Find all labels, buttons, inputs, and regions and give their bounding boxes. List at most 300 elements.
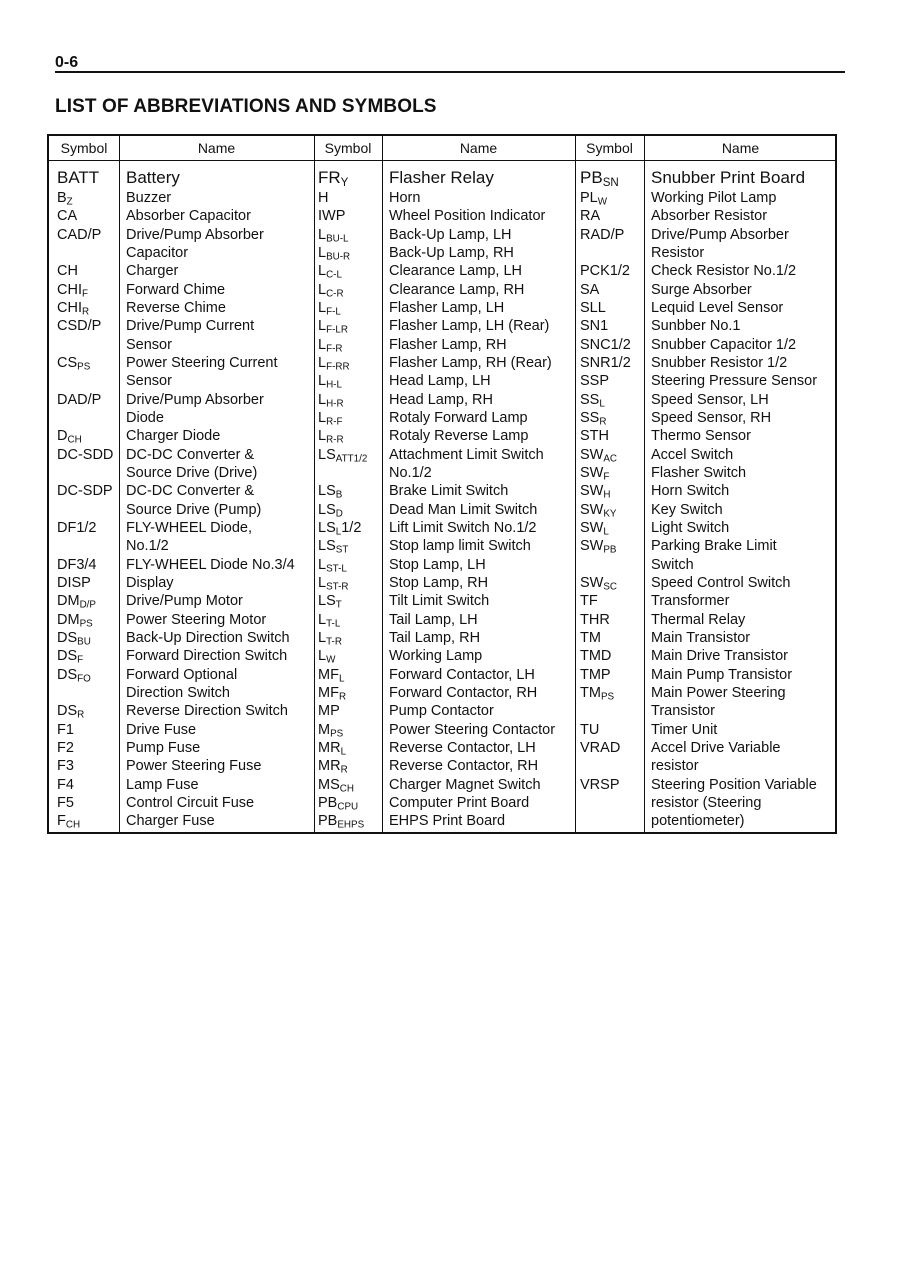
symbol-cell [318, 794, 382, 812]
symbol-text: L [318, 226, 327, 243]
symbol-cell [57, 372, 119, 390]
name-cell: Horn [389, 190, 421, 206]
symbol-subscript: PS [330, 727, 344, 739]
symbol-cell [318, 262, 382, 280]
symbol-cell [318, 281, 382, 299]
symbol-column [57, 166, 119, 830]
symbol-cell [57, 519, 119, 537]
symbol-text: CH [57, 263, 78, 280]
symbol-column [580, 166, 644, 830]
name-cell: Computer Print Board [389, 794, 530, 811]
symbol-cell [57, 702, 119, 720]
symbol-text: DF1/2 [57, 519, 97, 536]
symbol-cell [57, 812, 119, 830]
symbol-text: DS [57, 703, 78, 720]
symbol-text: L [318, 428, 327, 445]
symbol-text: L [318, 648, 327, 665]
name-cell: Tail Lamp, RH [389, 629, 481, 646]
symbol-text: DM [57, 611, 80, 628]
symbol-cell [318, 556, 382, 574]
symbol-text: SSP [580, 373, 610, 390]
symbol-cell [318, 189, 382, 207]
symbol-subscript: Z [66, 196, 73, 208]
symbol-subscript: F-R [326, 343, 343, 355]
symbol-text: SW [580, 501, 604, 518]
symbol-text: MR [318, 758, 341, 775]
symbol-text: TMD [580, 648, 612, 665]
symbol-text: THR [580, 611, 610, 628]
name-cell: Back-Up Lamp, RH [389, 244, 514, 261]
symbol-subscript: F [77, 654, 84, 666]
symbol-subscript: PS [77, 361, 91, 373]
page-number: 0-6 [55, 54, 79, 71]
symbol-cell [580, 391, 644, 409]
symbol-subscript: L [340, 746, 347, 758]
symbol-cell [57, 166, 119, 189]
symbol-subscript: EHPS [337, 819, 365, 831]
page-title: LIST OF ABBREVIATIONS AND SYMBOLS [55, 96, 437, 117]
symbol-cell [580, 166, 644, 189]
name-cell: Working Pilot Lamp [651, 190, 777, 206]
name-cell: Drive/Pump Absorber [126, 226, 264, 243]
symbol-cell [57, 262, 119, 280]
name-cell: Timer Unit [651, 721, 718, 738]
symbol-cell [57, 427, 119, 445]
name-cell: Reverse Chime [126, 299, 226, 316]
name-cell: Tilt Limit Switch [389, 593, 490, 610]
name-cell: DC-DC Converter & [126, 446, 255, 463]
symbol-text: F [57, 813, 66, 830]
symbol-text: TF [580, 593, 598, 610]
name-cell: Charger Magnet Switch [389, 776, 541, 793]
symbol-subscript: W [326, 654, 336, 666]
symbol-cell [57, 391, 119, 409]
symbol-cell [580, 189, 644, 207]
symbol-text: DISP [57, 574, 91, 591]
name-cell: Main Pump Transistor [651, 666, 793, 683]
name-cell: Main Transistor [651, 629, 751, 646]
name-cell: Speed Control Switch [651, 574, 791, 591]
name-cell: Surge Absorber [651, 281, 752, 298]
name-cell: Parking Brake Limit [651, 538, 777, 555]
symbol-text: PCK1/2 [580, 263, 630, 280]
name-cell: Power Steering Motor [126, 611, 267, 628]
symbol-text: MR [318, 739, 341, 756]
symbol-cell [318, 299, 382, 317]
name-cell: Diode [126, 409, 164, 426]
name-cell: FLY-WHEEL Diode No.3/4 [126, 556, 295, 573]
symbol-text: M [318, 721, 331, 738]
symbol-cell [580, 372, 644, 390]
name-cell: Stop Lamp, RH [389, 574, 489, 591]
name-cell: No.1/2 [126, 538, 169, 555]
name-cell: Steering Pressure Sensor [651, 373, 818, 390]
name-cell: Charger [126, 263, 179, 280]
header-symbol: Symbol [324, 140, 372, 156]
symbol-subscript: C-R [326, 288, 344, 300]
name-cell: Clearance Lamp, LH [389, 263, 522, 280]
symbol-cell [57, 354, 119, 372]
symbol-text: CSD/P [57, 318, 102, 335]
name-cell: Snubber Resistor 1/2 [651, 354, 788, 371]
name-cell: Accel Drive Variable [651, 739, 781, 756]
symbol-text: L [318, 354, 327, 371]
symbol-subscript: R [338, 691, 347, 703]
symbol-subscript: CPU [337, 801, 359, 813]
symbol-cell [580, 776, 644, 794]
symbol-cell [318, 409, 382, 427]
symbol-cell [318, 611, 382, 629]
name-cell: Key Switch [651, 501, 723, 518]
symbol-cell [580, 519, 644, 537]
symbol-text: L [318, 336, 327, 353]
name-cell: Horn Switch [651, 483, 730, 500]
name-cell: Thermo Sensor [651, 428, 751, 445]
symbol-subscript: R-F [326, 416, 343, 428]
name-cell: Lamp Fuse [126, 776, 199, 793]
symbol-text: DS [57, 666, 78, 683]
symbol-text: F2 [57, 739, 74, 756]
name-column [389, 166, 575, 830]
symbol-cell [318, 812, 382, 830]
symbol-text: F5 [57, 794, 74, 811]
symbol-subscript: R [340, 764, 348, 776]
name-cell: Lequid Level Sensor [651, 299, 784, 316]
name-cell: Back-Up Direction Switch [126, 629, 290, 646]
symbol-cell [57, 537, 119, 555]
symbol-text: TMP [580, 666, 611, 683]
symbol-cell [580, 812, 644, 830]
symbol-cell [318, 166, 382, 189]
symbol-subscript: T [335, 599, 342, 611]
symbol-text: SW [580, 574, 604, 591]
symbol-subscript: R [77, 709, 85, 721]
column-divider [314, 136, 315, 832]
name-cell: Charger Fuse [126, 813, 215, 830]
symbol-subscript: BU [77, 636, 91, 648]
symbol-text: CHI [57, 281, 82, 298]
symbol-subscript: T-L [326, 618, 341, 629]
symbol-cell [580, 446, 644, 464]
name-column [651, 166, 837, 830]
symbol-text: PB [318, 794, 338, 811]
name-cell: Brake Limit Switch [389, 483, 509, 500]
symbol-text: L [318, 629, 327, 646]
name-cell: Speed Sensor, RH [651, 409, 772, 426]
symbol-subscript: R [81, 306, 90, 318]
symbol-text: SW [580, 519, 604, 536]
symbol-text: PB [318, 813, 338, 830]
name-cell: Speed Sensor, LH [651, 391, 769, 408]
symbol-subscript: PS [79, 618, 93, 629]
symbol-cell [580, 482, 644, 500]
symbol-subscript: FO [77, 672, 91, 684]
name-cell: Sensor [126, 336, 172, 353]
symbol-subscript: T-R [326, 636, 342, 648]
name-cell: Resistor [651, 244, 705, 261]
symbol-subscript: CH [67, 434, 82, 446]
header-rule [49, 160, 835, 161]
symbol-cell [580, 226, 644, 244]
symbol-cell [318, 464, 382, 482]
symbol-cell [318, 537, 382, 555]
symbol-text: CHI [57, 299, 82, 316]
symbol-subscript: H-L [326, 379, 342, 391]
name-cell: Light Switch [651, 519, 730, 536]
symbol-cell [57, 409, 119, 427]
symbol-text: MP [318, 703, 340, 720]
symbol-cell [580, 684, 644, 702]
symbol-cell [318, 482, 382, 500]
name-cell: Tail Lamp, LH [389, 611, 478, 628]
symbol-subscript: PS [600, 691, 615, 703]
symbol-text: L [318, 611, 327, 628]
symbol-text: PL [580, 190, 598, 206]
name-cell: Head Lamp, RH [389, 391, 493, 408]
symbol-text: F3 [57, 758, 74, 775]
symbol-subscript: KY [603, 508, 617, 520]
symbol-cell [318, 519, 382, 537]
name-cell: Steering Position Variable [651, 776, 817, 793]
symbol-text: SW [580, 464, 604, 481]
name-cell: Forward Contactor, RH [389, 684, 538, 701]
symbol-subscript: R [599, 416, 607, 428]
symbol-cell [580, 556, 644, 574]
symbol-text: LS [318, 501, 336, 518]
symbol-text: DS [57, 629, 78, 646]
name-cell: Power Steering Contactor [389, 721, 556, 738]
name-cell: Battery [126, 168, 180, 187]
symbol-cell [57, 317, 119, 335]
symbol-subscript: F-LR [326, 324, 348, 336]
symbol-cell [57, 794, 119, 812]
name-cell: No.1/2 [389, 464, 432, 481]
name-cell: Charger Diode [126, 428, 221, 445]
symbol-cell [580, 721, 644, 739]
symbol-cell [57, 574, 119, 592]
symbol-text: L [318, 556, 327, 573]
name-cell: Flasher Switch [651, 464, 747, 481]
symbol-cell [57, 721, 119, 739]
symbol-cell [318, 776, 382, 794]
symbol-cell [580, 666, 644, 684]
name-cell: DC-DC Converter & [126, 483, 255, 500]
symbol-cell [57, 281, 119, 299]
symbol-cell [57, 464, 119, 482]
name-cell: Forward Chime [126, 281, 226, 298]
symbol-subscript: BU-R [326, 251, 351, 263]
symbol-cell [318, 574, 382, 592]
name-cell: Snubber Print Board [651, 168, 806, 187]
symbol-text: LS [318, 483, 336, 500]
symbol-cell [318, 684, 382, 702]
name-cell: Transformer [651, 593, 730, 610]
symbol-subscript: SN [602, 176, 619, 189]
symbol-cell [580, 611, 644, 629]
symbol-cell [57, 244, 119, 262]
name-cell: Rotaly Reverse Lamp [389, 428, 529, 445]
column-divider [644, 136, 645, 832]
symbol-text: SN1 [580, 318, 609, 335]
name-cell: Flasher Lamp, LH [389, 299, 505, 316]
symbol-cell [580, 207, 644, 225]
symbol-text: MF [318, 684, 339, 701]
name-cell: Dead Man Limit Switch [389, 501, 538, 518]
symbol-cell [580, 537, 644, 555]
symbol-text: H [318, 190, 329, 206]
symbol-subscript: CH [65, 819, 81, 831]
symbol-cell [580, 739, 644, 757]
name-cell: Forward Optional [126, 666, 238, 683]
name-cell: Reverse Contactor, RH [389, 758, 539, 775]
symbol-text: SS [580, 391, 600, 408]
name-cell: Back-Up Lamp, LH [389, 226, 512, 243]
symbol-cell [318, 501, 382, 519]
symbol-text: SS [580, 409, 600, 426]
name-cell: Sensor [126, 373, 172, 390]
symbol-text: L [318, 409, 327, 426]
symbol-text: RA [580, 208, 601, 225]
symbol-text: SW [580, 446, 604, 463]
name-cell: Direction Switch [126, 684, 230, 701]
symbol-subscript: Y [340, 176, 349, 189]
symbol-subscript: F [603, 471, 610, 483]
name-cell: Main Drive Transistor [651, 648, 788, 665]
symbol-text: F1 [57, 721, 74, 738]
symbol-subscript: L [603, 526, 609, 538]
symbol-cell [318, 372, 382, 390]
name-cell: resistor [651, 758, 699, 775]
symbol-subscript: CH [339, 782, 354, 794]
symbol-cell [580, 794, 644, 812]
name-cell: Wheel Position Indicator [389, 208, 546, 225]
symbol-cell [580, 281, 644, 299]
symbol-text: SNR1/2 [580, 354, 631, 371]
symbol-text: L [318, 299, 327, 316]
symbol-text: CA [57, 208, 78, 225]
symbol-text: L [318, 391, 327, 408]
symbol-text: TM [580, 684, 601, 701]
symbol-text: B [57, 190, 67, 206]
name-cell: Drive/Pump Absorber [126, 391, 264, 408]
symbol-cell [57, 592, 119, 610]
name-cell: Power Steering Fuse [126, 758, 262, 775]
symbol-text: CAD/P [57, 226, 102, 243]
symbol-cell [57, 757, 119, 775]
name-cell: Switch [651, 556, 694, 573]
symbol-subscript: H-R [326, 398, 344, 410]
column-divider [575, 136, 576, 832]
name-cell: Forward Contactor, LH [389, 666, 535, 683]
name-cell: Lift Limit Switch No.1/2 [389, 519, 537, 536]
symbol-subscript: PB [603, 544, 617, 556]
symbol-cell [580, 299, 644, 317]
name-cell: Pump Contactor [389, 703, 494, 720]
name-cell: Snubber Capacitor 1/2 [651, 336, 797, 353]
symbol-text: DM [57, 593, 80, 610]
symbol-cell [318, 226, 382, 244]
symbol-cell [580, 317, 644, 335]
symbol-cell [57, 629, 119, 647]
name-cell: potentiometer) [651, 813, 745, 830]
name-cell: Sunbber No.1 [651, 318, 741, 335]
symbol-subscript: H [603, 489, 611, 501]
name-cell: Transistor [651, 703, 715, 720]
symbol-text: SW [580, 483, 604, 500]
header-symbol: Symbol [60, 140, 108, 156]
symbol-text: PB [580, 168, 603, 187]
column-divider [119, 136, 120, 832]
symbol-subscript: L [335, 526, 342, 538]
name-column [126, 166, 314, 830]
symbol-suffix: 1/2 [341, 519, 362, 536]
name-cell: Rotaly Forward Lamp [389, 409, 528, 426]
symbol-cell [57, 299, 119, 317]
symbol-cell [580, 427, 644, 445]
symbol-text: FR [318, 168, 341, 187]
symbol-text: LS [318, 593, 336, 610]
name-cell: Attachment Limit Switch [389, 446, 544, 463]
symbol-cell [580, 629, 644, 647]
symbol-cell [318, 427, 382, 445]
symbol-text: DC-SDP [57, 483, 113, 500]
symbol-cell [57, 666, 119, 684]
symbol-cell [580, 464, 644, 482]
name-cell: Drive/Pump Current [126, 318, 255, 335]
symbol-cell [318, 721, 382, 739]
symbol-cell [580, 262, 644, 280]
name-cell: Absorber Resistor [651, 208, 768, 225]
name-cell: Flasher Lamp, RH (Rear) [389, 354, 552, 371]
symbol-text: VRSP [580, 776, 620, 793]
header-symbol: Symbol [586, 140, 633, 156]
symbol-cell [57, 611, 119, 629]
symbol-cell [318, 739, 382, 757]
symbol-cell [57, 776, 119, 794]
name-cell: Clearance Lamp, RH [389, 281, 525, 298]
symbol-cell [580, 757, 644, 775]
name-cell: Power Steering Current [126, 354, 278, 371]
symbol-subscript: F [81, 288, 88, 300]
symbol-cell [318, 446, 382, 464]
symbol-cell [318, 317, 382, 335]
name-cell: Drive/Pump Absorber [651, 226, 789, 243]
symbol-text: L [318, 244, 327, 261]
name-cell: resistor (Steering [651, 794, 762, 811]
symbol-cell [580, 647, 644, 665]
symbol-text: SLL [580, 299, 606, 316]
symbol-subscript: R-R [326, 434, 344, 446]
header-name: Name [459, 140, 498, 156]
symbol-cell [318, 592, 382, 610]
name-cell: Stop Lamp, LH [389, 556, 486, 573]
symbol-cell [57, 207, 119, 225]
symbol-subscript: L [338, 672, 345, 684]
name-cell: Absorber Capacitor [126, 208, 251, 225]
symbol-cell [318, 629, 382, 647]
name-cell: Working Lamp [389, 648, 483, 665]
header-name: Name [197, 140, 236, 156]
symbol-text: SW [580, 538, 604, 555]
name-cell: Accel Switch [651, 446, 734, 463]
name-cell: Reverse Contactor, LH [389, 739, 536, 756]
symbol-cell [318, 647, 382, 665]
symbol-text: DAD/P [57, 391, 102, 408]
symbol-text: BATT [57, 168, 100, 187]
name-cell: Forward Direction Switch [126, 648, 288, 665]
header-name: Name [721, 140, 760, 156]
name-cell: Flasher Relay [389, 168, 494, 187]
